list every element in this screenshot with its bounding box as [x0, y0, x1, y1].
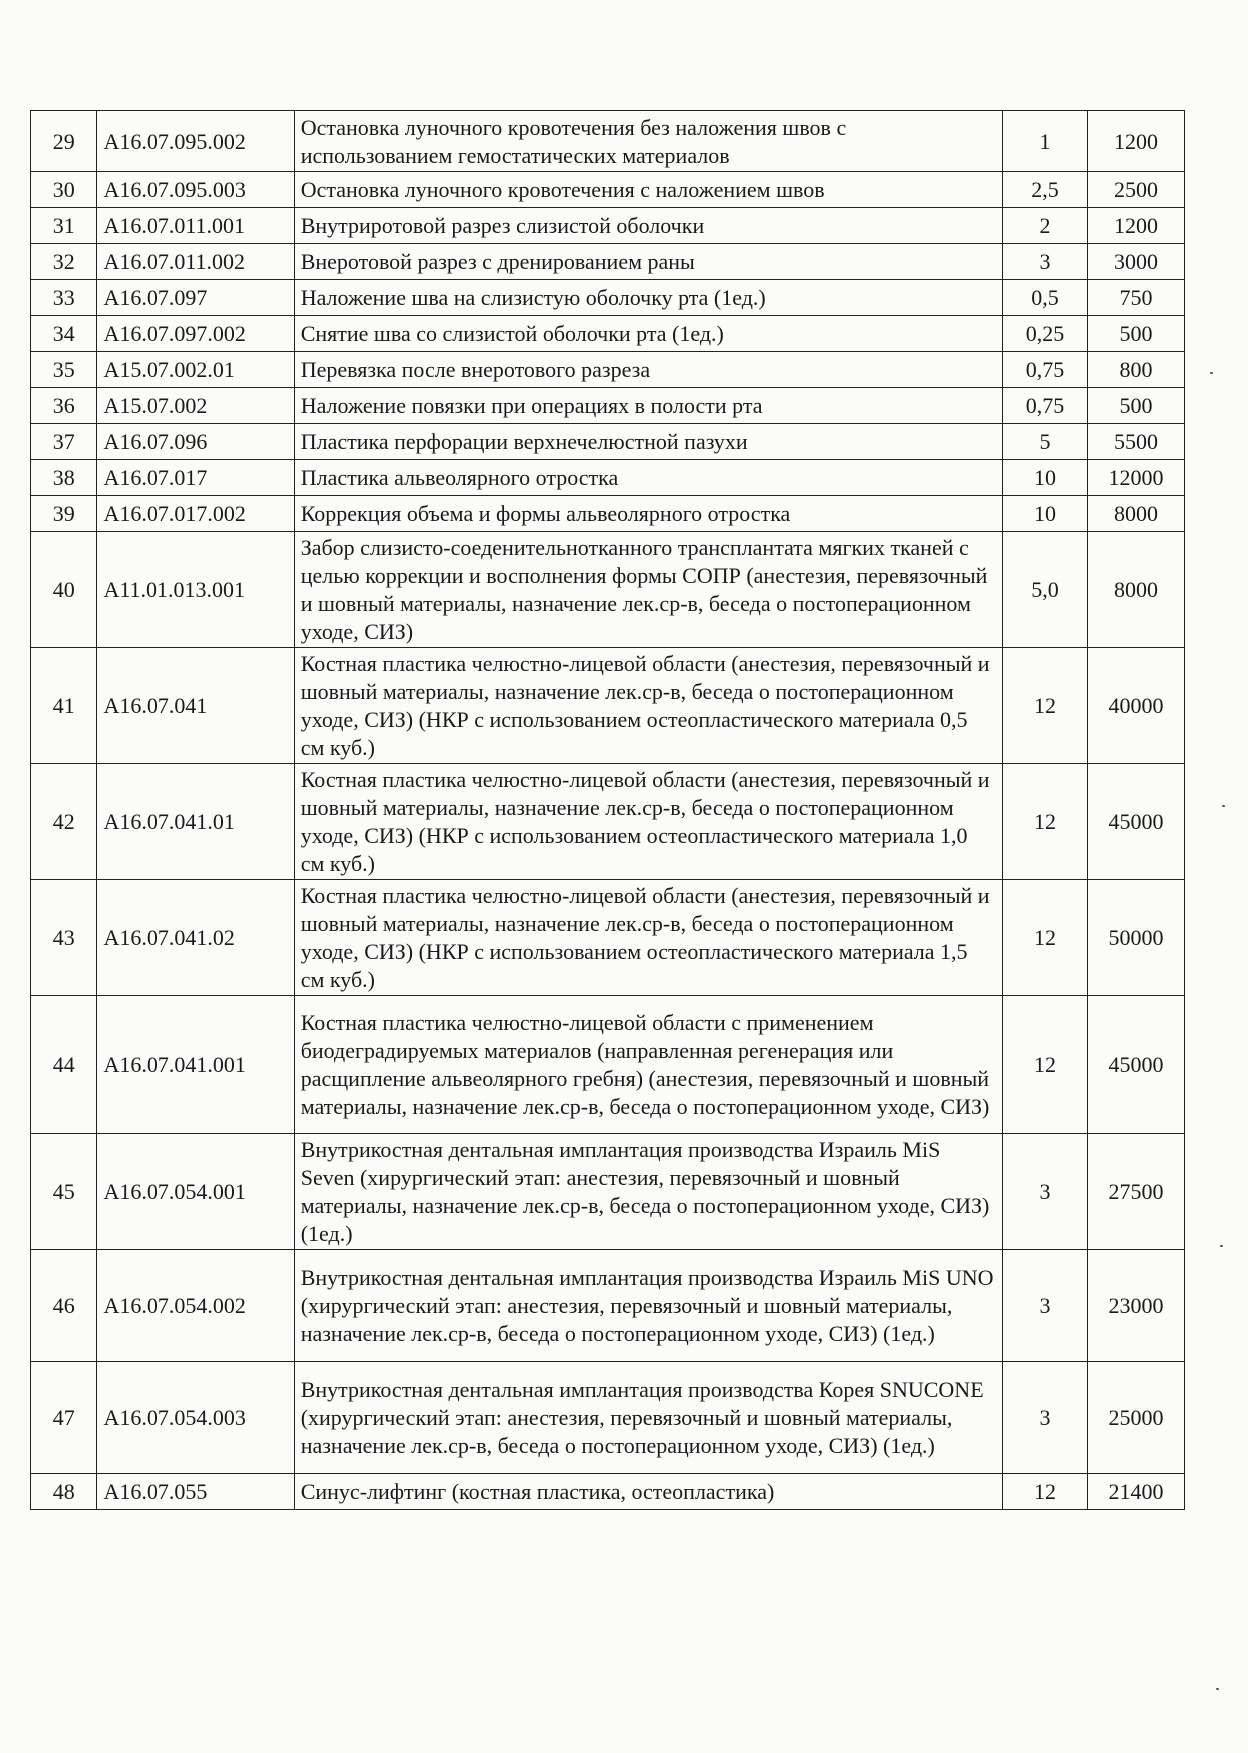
table-row: [31, 1362, 1185, 1474]
service-code: A16.07.097.002: [97, 316, 294, 352]
row-number: 42: [31, 764, 97, 880]
service-code: A16.07.054.001: [97, 1134, 294, 1250]
service-units: 2: [1003, 208, 1088, 244]
service-units: 2,5: [1003, 172, 1088, 208]
table-row: [31, 352, 1185, 388]
service-code: A16.07.096: [97, 424, 294, 460]
service-units: 3: [1003, 1134, 1088, 1250]
table-row: [31, 388, 1185, 424]
row-number: 35: [31, 352, 97, 388]
service-price: 12000: [1087, 460, 1184, 496]
row-number: 38: [31, 460, 97, 496]
row-number: 37: [31, 424, 97, 460]
row-number: 30: [31, 172, 97, 208]
service-name: Костная пластика челюстно-лицевой области (анестезия, перевязочный и шовный материалы, назначение лек.ср-в, беседа о постоперационном уходе, СИЗ) (НКР с использованием остеопластического материала 1,0 см куб.): [294, 764, 1002, 880]
table-row: [31, 172, 1185, 208]
service-name: Внутрикостная дентальная имплантация производства Корея SNUCONE (хирургический этап: анестезия, перевязочный и шовный материалы, назначение лек.ср-в, беседа о постоперационном уходе, СИЗ) (1ед.): [294, 1362, 1002, 1474]
table-row: [31, 880, 1185, 996]
service-name: Остановка луночного кровотечения с наложением швов: [294, 172, 1002, 208]
service-units: 10: [1003, 496, 1088, 532]
service-code: A15.07.002.01: [97, 352, 294, 388]
service-units: 12: [1003, 1474, 1088, 1510]
row-number: 34: [31, 316, 97, 352]
service-name: Внутрикостная дентальная имплантация производства Израиль MiS Seven (хирургический этап: анестезия, перевязочный и шовный материалы, назначение лек.ср-в, беседа о постоперационном уходе, СИЗ) (1ед.): [294, 1134, 1002, 1250]
table-row: [31, 764, 1185, 880]
service-price: 500: [1087, 316, 1184, 352]
table-row: [31, 1134, 1185, 1250]
service-code: A16.07.041: [97, 648, 294, 764]
service-units: 3: [1003, 1250, 1088, 1362]
table-row: [31, 532, 1185, 648]
row-number: 48: [31, 1474, 97, 1510]
price-list-table: [30, 110, 1185, 1510]
service-price: 25000: [1087, 1362, 1184, 1474]
service-code: A16.07.095.003: [97, 172, 294, 208]
service-name: Внутриротовой разрез слизистой оболочки: [294, 208, 1002, 244]
service-units: 12: [1003, 996, 1088, 1134]
service-code: A15.07.002: [97, 388, 294, 424]
table-row: [31, 496, 1185, 532]
service-code: A16.07.041.01: [97, 764, 294, 880]
service-name: Наложение шва на слизистую оболочку рта (1ед.): [294, 280, 1002, 316]
service-code: A16.07.097: [97, 280, 294, 316]
service-code: A16.07.011.002: [97, 244, 294, 280]
row-number: 41: [31, 648, 97, 764]
service-code: A16.07.011.001: [97, 208, 294, 244]
service-code: A16.07.054.002: [97, 1250, 294, 1362]
row-number: 31: [31, 208, 97, 244]
service-name: Перевязка после внеротового разреза: [294, 352, 1002, 388]
row-number: 36: [31, 388, 97, 424]
row-number: 45: [31, 1134, 97, 1250]
row-number: 47: [31, 1362, 97, 1474]
service-units: 5,0: [1003, 532, 1088, 648]
service-price: 800: [1087, 352, 1184, 388]
row-number: 32: [31, 244, 97, 280]
table-row: [31, 316, 1185, 352]
service-price: 23000: [1087, 1250, 1184, 1362]
service-units: 12: [1003, 648, 1088, 764]
service-price: 1200: [1087, 208, 1184, 244]
table-row: [31, 244, 1185, 280]
service-name: Синус-лифтинг (костная пластика, остеопластика): [294, 1474, 1002, 1510]
table-row: [31, 111, 1185, 172]
service-price: 45000: [1087, 996, 1184, 1134]
service-code: A11.01.013.001: [97, 532, 294, 648]
service-code: A16.07.017.002: [97, 496, 294, 532]
row-number: 44: [31, 996, 97, 1134]
row-number: 33: [31, 280, 97, 316]
service-units: 12: [1003, 880, 1088, 996]
service-price: 50000: [1087, 880, 1184, 996]
service-units: 5: [1003, 424, 1088, 460]
service-name: Снятие шва со слизистой оболочки рта (1ед.): [294, 316, 1002, 352]
service-price: 40000: [1087, 648, 1184, 764]
service-name: Костная пластика челюстно-лицевой области с применением биодеградируемых материалов (направленная регенерация или расщипление альвеолярного гребня) (анестезия, перевязочный и шовный материалы, назначение лек.ср-в, беседа о постоперационном уходе, СИЗ): [294, 996, 1002, 1134]
service-code: A16.07.055: [97, 1474, 294, 1510]
service-units: 10: [1003, 460, 1088, 496]
service-price: 21400: [1087, 1474, 1184, 1510]
service-price: 8000: [1087, 532, 1184, 648]
service-code: A16.07.054.003: [97, 1362, 294, 1474]
table-row: [31, 648, 1185, 764]
service-units: 0,5: [1003, 280, 1088, 316]
price-list-page: [30, 110, 1185, 1510]
service-name: Остановка луночного кровотечения без наложения швов с использованием гемостатических материалов: [294, 111, 1002, 172]
row-number: 46: [31, 1250, 97, 1362]
service-units: 12: [1003, 764, 1088, 880]
service-units: 0,25: [1003, 316, 1088, 352]
service-name: Пластика перфорации верхнечелюстной пазухи: [294, 424, 1002, 460]
service-price: 45000: [1087, 764, 1184, 880]
service-name: Внеротовой разрез с дренированием раны: [294, 244, 1002, 280]
service-code: A16.07.041.02: [97, 880, 294, 996]
service-price: 2500: [1087, 172, 1184, 208]
service-code: A16.07.041.001: [97, 996, 294, 1134]
table-row: [31, 280, 1185, 316]
row-number: 29: [31, 111, 97, 172]
scan-speck: [1210, 372, 1213, 374]
table-row: [31, 460, 1185, 496]
service-name: Забор слизисто-соеденительнотканного трансплантата мягких тканей с целью коррекции и восполнения формы СОПР (анестезия, перевязочный и шовный материалы, назначение лек.ср-в, беседа о постоперационном уходе, СИЗ): [294, 532, 1002, 648]
service-units: 3: [1003, 244, 1088, 280]
table-row: [31, 1474, 1185, 1510]
row-number: 43: [31, 880, 97, 996]
row-number: 39: [31, 496, 97, 532]
scan-speck: [1216, 1688, 1219, 1690]
scan-speck: [1220, 1245, 1223, 1247]
service-units: 3: [1003, 1362, 1088, 1474]
service-price: 3000: [1087, 244, 1184, 280]
table-row: [31, 208, 1185, 244]
service-price: 8000: [1087, 496, 1184, 532]
row-number: 40: [31, 532, 97, 648]
service-code: A16.07.095.002: [97, 111, 294, 172]
scan-speck: [1222, 805, 1225, 807]
service-name: Пластика альвеолярного отростка: [294, 460, 1002, 496]
service-units: 0,75: [1003, 352, 1088, 388]
service-units: 0,75: [1003, 388, 1088, 424]
service-name: Костная пластика челюстно-лицевой области (анестезия, перевязочный и шовный материалы, назначение лек.ср-в, беседа о постоперационном уходе, СИЗ) (НКР с использованием остеопластического материала 1,5 см куб.): [294, 880, 1002, 996]
service-price: 1200: [1087, 111, 1184, 172]
service-name: Коррекция объема и формы альвеолярного отростка: [294, 496, 1002, 532]
service-name: Наложение повязки при операциях в полости рта: [294, 388, 1002, 424]
table-row: [31, 424, 1185, 460]
table-row: [31, 1250, 1185, 1362]
service-price: 27500: [1087, 1134, 1184, 1250]
table-row: [31, 996, 1185, 1134]
service-name: Внутрикостная дентальная имплантация производства Израиль MiS UNO (хирургический этап: анестезия, перевязочный и шовный материалы, назначение лек.ср-в, беседа о постоперационном уходе, СИЗ) (1ед.): [294, 1250, 1002, 1362]
service-units: 1: [1003, 111, 1088, 172]
service-price: 500: [1087, 388, 1184, 424]
service-price: 5500: [1087, 424, 1184, 460]
service-name: Костная пластика челюстно-лицевой области (анестезия, перевязочный и шовный материалы, назначение лек.ср-в, беседа о постоперационном уходе, СИЗ) (НКР с использованием остеопластического материала 0,5 см куб.): [294, 648, 1002, 764]
service-code: A16.07.017: [97, 460, 294, 496]
service-price: 750: [1087, 280, 1184, 316]
